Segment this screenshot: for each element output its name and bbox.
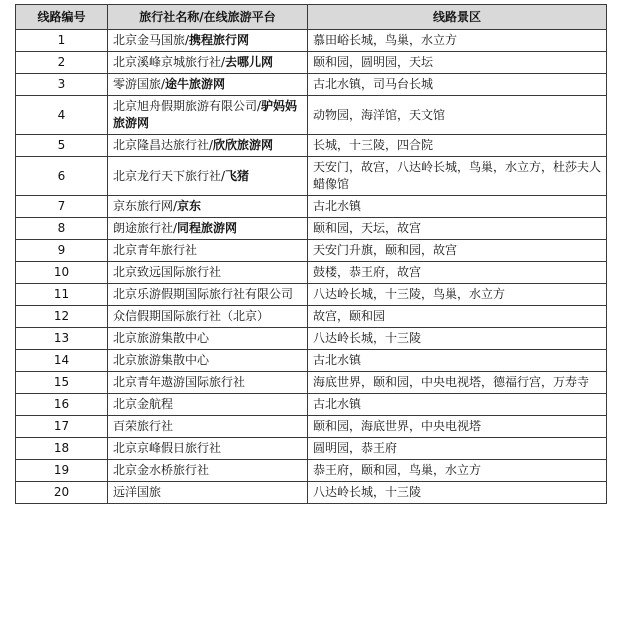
agency-cell [108, 240, 308, 262]
agency-name: 远洋国旅 [113, 485, 162, 499]
table-row [16, 135, 607, 157]
route-no-cell: 6 [16, 157, 108, 196]
platform-name: 携程旅行网 [189, 33, 250, 47]
table-row [16, 74, 607, 96]
table-row [16, 157, 607, 196]
sites-cell: 鼓楼，恭王府，故宫 [308, 262, 607, 284]
agency-cell [108, 482, 308, 504]
table-row [16, 328, 607, 350]
agency-name: 北京金马国旅/ [113, 33, 190, 47]
platform-name: 驴妈妈旅游网 [113, 99, 298, 130]
route-no-cell: 10 [16, 262, 108, 284]
sites-cell: 故宫，颐和园 [308, 306, 607, 328]
agency-cell [108, 306, 308, 328]
route-no-cell: 1 [16, 30, 108, 52]
route-no-cell: 5 [16, 135, 108, 157]
agency-cell [108, 350, 308, 372]
agency-name: 北京乐游假期国际旅行社有限公司 [113, 287, 294, 301]
platform-name: 欣欣旅游网 [213, 138, 274, 152]
agency-name: 北京隆昌达旅行社/ [113, 138, 214, 152]
route-no-cell: 15 [16, 372, 108, 394]
sites-cell: 长城，十三陵，四合院 [308, 135, 607, 157]
route-no-cell: 18 [16, 438, 108, 460]
route-no-cell: 9 [16, 240, 108, 262]
agency-cell [108, 328, 308, 350]
agency-name: 北京旅游集散中心 [113, 331, 210, 345]
sites-cell: 八达岭长城，十三陵 [308, 482, 607, 504]
sites-cell: 慕田峪长城，鸟巢，水立方 [308, 30, 607, 52]
route-no-cell: 8 [16, 218, 108, 240]
sites-cell: 恭王府，颐和园，鸟巢，水立方 [308, 460, 607, 482]
table-row [16, 372, 607, 394]
table-row [16, 96, 607, 135]
route-no-cell: 13 [16, 328, 108, 350]
agency-name: 北京龙行天下旅行社/ [113, 168, 226, 183]
route-no-cell: 7 [16, 196, 108, 218]
sites-cell: 圆明园，恭王府 [308, 438, 607, 460]
agency-cell [108, 52, 308, 74]
agency-cell [108, 438, 308, 460]
table-row [16, 394, 607, 416]
agency-name: 北京旅游集散中心 [113, 353, 210, 367]
agency-cell [108, 74, 308, 96]
agency-name: 北京金水桥旅行社 [113, 463, 210, 477]
sites-cell: 古北水镇 [308, 350, 607, 372]
agency-cell [108, 135, 308, 157]
sites-cell: 动物园，海洋馆，天文馆 [308, 96, 607, 135]
header-route-no: 线路编号 [16, 5, 108, 30]
agency-name: 朗途旅行社/ [113, 221, 178, 235]
table-row [16, 416, 607, 438]
table-row [16, 196, 607, 218]
platform-name: 途牛旅游网 [165, 77, 226, 91]
route-no-cell: 20 [16, 482, 108, 504]
header-sites: 线路景区 [308, 5, 607, 30]
table-row [16, 306, 607, 328]
route-no-cell: 2 [16, 52, 108, 74]
agency-cell [108, 372, 308, 394]
route-no-cell: 3 [16, 74, 108, 96]
agency-cell [108, 96, 308, 135]
route-no-cell: 11 [16, 284, 108, 306]
agency-cell [108, 196, 308, 218]
route-no-cell: 14 [16, 350, 108, 372]
sites-cell: 天安门升旗，颐和园，故宫 [308, 240, 607, 262]
sites-cell: 古北水镇，司马台长城 [308, 74, 607, 96]
agency-cell [108, 284, 308, 306]
route-no-cell: 19 [16, 460, 108, 482]
table-row [16, 284, 607, 306]
sites-cell: 八达岭长城，十三陵，鸟巢，水立方 [308, 284, 607, 306]
sites-cell: 颐和园，天坛，故宫 [308, 218, 607, 240]
platform-name: 去哪儿网 [225, 55, 274, 69]
agency-name: 众信假期国际旅行社（北京） [113, 309, 270, 323]
agency-cell [108, 394, 308, 416]
platform-name: 飞猪 [225, 168, 250, 183]
header-row [16, 5, 607, 30]
table-row [16, 52, 607, 74]
agency-name: 百荣旅行社 [113, 419, 174, 433]
agency-name: 北京京峰假日旅行社 [113, 441, 222, 455]
route-no-cell: 16 [16, 394, 108, 416]
table-row [16, 460, 607, 482]
agency-name: 北京溪峰京城旅行社/ [113, 55, 226, 69]
sites-cell: 海底世界，颐和园，中央电视塔，德福行宫，万寿寺 [308, 372, 607, 394]
platform-name: 京东 [177, 199, 202, 213]
sites-cell: 八达岭长城，十三陵 [308, 328, 607, 350]
header-agency: 旅行社名称/在线旅游平台 [108, 5, 308, 30]
sites-cell: 天安门，故宫，八达岭长城，鸟巢，水立方，杜莎夫人蜡像馆 [308, 157, 607, 196]
agency-cell [108, 262, 308, 284]
table-row [16, 30, 607, 52]
sites-cell: 古北水镇 [308, 196, 607, 218]
table-row [16, 240, 607, 262]
platform-name: 同程旅游网 [177, 221, 238, 235]
table-row [16, 438, 607, 460]
route-no-cell: 12 [16, 306, 108, 328]
table-row [16, 350, 607, 372]
route-no-cell: 17 [16, 416, 108, 438]
sites-cell: 颐和园，海底世界，中央电视塔 [308, 416, 607, 438]
agency-name: 北京旭舟假期旅游有限公司/ [113, 99, 262, 113]
agency-cell [108, 157, 308, 196]
agency-name: 京东旅行网/ [113, 199, 178, 213]
agency-cell [108, 218, 308, 240]
table-row [16, 482, 607, 504]
agency-cell [108, 30, 308, 52]
agency-name: 北京青年遨游国际旅行社 [113, 375, 246, 389]
agency-cell [108, 416, 308, 438]
sites-cell: 颐和园，圆明园，天坛 [308, 52, 607, 74]
route-no-cell: 4 [16, 96, 108, 135]
agency-name: 北京金航程 [113, 397, 174, 411]
table-body [16, 30, 607, 504]
routes-table [15, 4, 607, 504]
agency-name: 北京青年旅行社 [113, 243, 198, 257]
agency-name: 北京致远国际旅行社 [113, 265, 222, 279]
sites-cell: 古北水镇 [308, 394, 607, 416]
agency-cell [108, 460, 308, 482]
table-row [16, 218, 607, 240]
agency-name: 零游国旅/ [113, 77, 166, 91]
table-row [16, 262, 607, 284]
